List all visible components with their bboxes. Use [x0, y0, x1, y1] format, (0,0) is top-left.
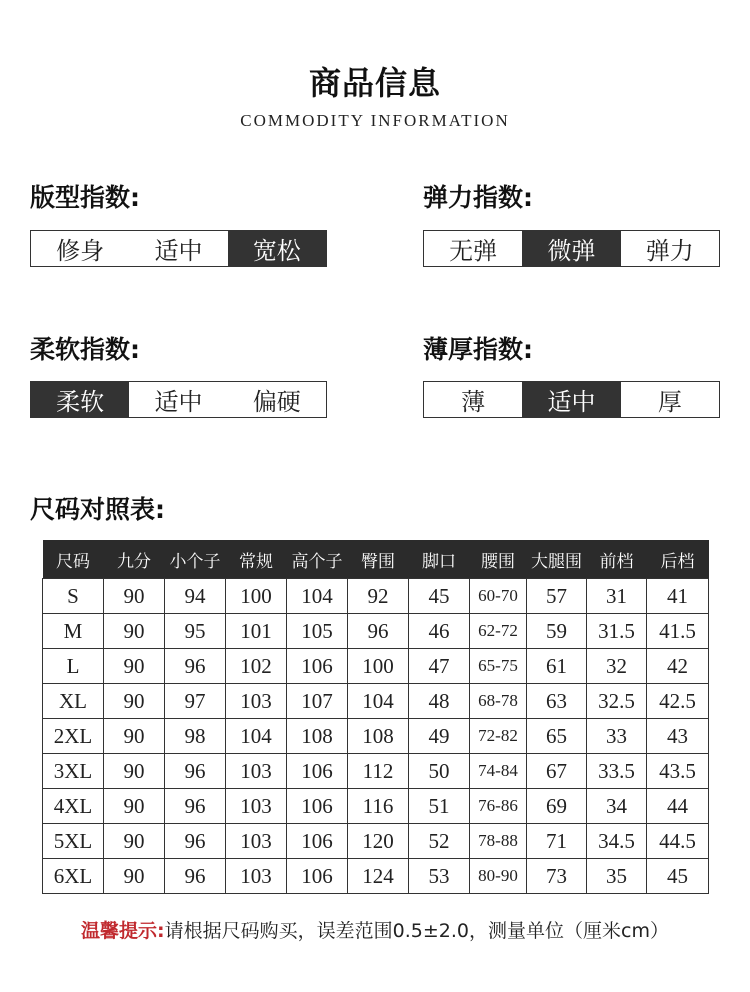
table-cell: 65 [527, 719, 587, 754]
table-cell: 96 [348, 614, 409, 649]
table-cell: 124 [348, 859, 409, 894]
softness-option-stiff: 偏硬 [252, 388, 301, 416]
table-cell: 41 [647, 579, 709, 614]
table-cell: 103 [226, 789, 287, 824]
table-cell: S [43, 579, 104, 614]
softness-index-selector [30, 381, 327, 418]
table-cell: 112 [348, 754, 409, 789]
table-cell: 76-86 [470, 789, 527, 824]
elasticity-index-label: 弹力指数: [423, 183, 533, 212]
table-cell: 104 [348, 684, 409, 719]
table-cell: 73 [527, 859, 587, 894]
table-cell: 68-78 [470, 684, 527, 719]
table-cell: 100 [226, 579, 287, 614]
table-cell: 106 [287, 859, 348, 894]
size-chart-title: 尺码对照表: [30, 495, 165, 524]
thickness-option-medium: 适中 [522, 382, 620, 417]
table-cell: 90 [104, 789, 165, 824]
size-chart-table [42, 540, 709, 894]
table-cell: 80-90 [470, 859, 527, 894]
table-row [43, 824, 709, 859]
table-cell: M [43, 614, 104, 649]
table-cell: 103 [226, 824, 287, 859]
table-cell: 32.5 [587, 684, 647, 719]
elasticity-option-slight: 微弹 [522, 231, 620, 266]
table-cell: 106 [287, 824, 348, 859]
table-cell: 42.5 [647, 684, 709, 719]
elasticity-option-none: 无弹 [449, 237, 498, 265]
thickness-option-thin: 薄 [461, 388, 486, 416]
table-cell: 105 [287, 614, 348, 649]
table-cell: 106 [287, 754, 348, 789]
table-cell: 65-75 [470, 649, 527, 684]
table-cell: 96 [165, 789, 226, 824]
softness-option-soft: 柔软 [31, 382, 129, 417]
table-cell: 48 [409, 684, 470, 719]
table-cell: 90 [104, 579, 165, 614]
size-chart-header-cell: 臀围 [348, 540, 409, 579]
elasticity-option-stretch: 弹力 [645, 237, 694, 265]
table-cell: 94 [165, 579, 226, 614]
softness-option-medium: 适中 [154, 388, 203, 416]
table-cell: 120 [348, 824, 409, 859]
table-cell: 103 [226, 859, 287, 894]
table-cell: 90 [104, 719, 165, 754]
table-row [43, 719, 709, 754]
table-cell: 107 [287, 684, 348, 719]
table-cell: 71 [527, 824, 587, 859]
table-cell: 95 [165, 614, 226, 649]
size-chart-header-cell: 小个子 [165, 540, 226, 579]
fit-index-selector [30, 230, 327, 267]
table-cell: XL [43, 684, 104, 719]
table-cell: 52 [409, 824, 470, 859]
table-cell: 34 [587, 789, 647, 824]
table-cell: 67 [527, 754, 587, 789]
table-cell: 6XL [43, 859, 104, 894]
size-chart-header-cell: 后档 [647, 540, 709, 579]
table-cell: 33.5 [587, 754, 647, 789]
table-cell: 96 [165, 754, 226, 789]
table-cell: 2XL [43, 719, 104, 754]
fit-index-label: 版型指数: [30, 183, 140, 212]
table-row [43, 789, 709, 824]
table-cell: 62-72 [470, 614, 527, 649]
table-cell: 74-84 [470, 754, 527, 789]
thickness-option-thick: 厚 [657, 388, 682, 416]
table-cell: 44 [647, 789, 709, 824]
table-cell: 106 [287, 789, 348, 824]
table-cell: 78-88 [470, 824, 527, 859]
table-cell: 63 [527, 684, 587, 719]
table-cell: 103 [226, 684, 287, 719]
table-row [43, 754, 709, 789]
table-row [43, 579, 709, 614]
table-cell: 53 [409, 859, 470, 894]
table-cell: 57 [527, 579, 587, 614]
table-row [43, 859, 709, 894]
table-cell: 49 [409, 719, 470, 754]
table-cell: 61 [527, 649, 587, 684]
table-cell: 72-82 [470, 719, 527, 754]
size-chart-header-cell: 脚口 [409, 540, 470, 579]
thickness-index-label: 薄厚指数: [423, 335, 533, 364]
fit-option-loose: 宽松 [228, 231, 326, 266]
table-cell: 43.5 [647, 754, 709, 789]
tip-text: 请根据尺码购买，误差范围0.5±2.0，测量单位（厘米cm） [164, 920, 669, 942]
table-cell: 45 [409, 579, 470, 614]
table-cell: 31.5 [587, 614, 647, 649]
table-row [43, 649, 709, 684]
thickness-index-selector [423, 381, 720, 418]
table-cell: 35 [587, 859, 647, 894]
size-chart-header-cell: 尺码 [43, 540, 104, 579]
table-cell: L [43, 649, 104, 684]
table-cell: 108 [287, 719, 348, 754]
size-chart-header-cell: 高个子 [287, 540, 348, 579]
table-cell: 3XL [43, 754, 104, 789]
elasticity-index-selector [423, 230, 720, 267]
tip-lead: 温馨提示: [81, 920, 165, 942]
table-cell: 90 [104, 649, 165, 684]
size-chart-header-cell: 常规 [226, 540, 287, 579]
table-cell: 90 [104, 824, 165, 859]
size-chart-header-cell: 九分 [104, 540, 165, 579]
size-chart-header-cell: 大腿围 [527, 540, 587, 579]
table-row [43, 614, 709, 649]
table-cell: 5XL [43, 824, 104, 859]
table-cell: 97 [165, 684, 226, 719]
page-subtitle: COMMODITY INFORMATION [240, 111, 510, 130]
table-cell: 43 [647, 719, 709, 754]
table-cell: 50 [409, 754, 470, 789]
table-cell: 116 [348, 789, 409, 824]
table-cell: 100 [348, 649, 409, 684]
table-cell: 51 [409, 789, 470, 824]
table-cell: 69 [527, 789, 587, 824]
size-chart-header-cell: 腰围 [470, 540, 527, 579]
table-cell: 4XL [43, 789, 104, 824]
table-cell: 42 [647, 649, 709, 684]
table-cell: 45 [647, 859, 709, 894]
table-cell: 96 [165, 649, 226, 684]
table-cell: 60-70 [470, 579, 527, 614]
table-cell: 96 [165, 859, 226, 894]
table-cell: 41.5 [647, 614, 709, 649]
size-chart-header-row [43, 540, 709, 579]
table-cell: 34.5 [587, 824, 647, 859]
table-cell: 98 [165, 719, 226, 754]
table-cell: 106 [287, 649, 348, 684]
table-cell: 108 [348, 719, 409, 754]
table-cell: 101 [226, 614, 287, 649]
table-cell: 31 [587, 579, 647, 614]
table-cell: 90 [104, 754, 165, 789]
table-cell: 47 [409, 649, 470, 684]
table-cell: 90 [104, 684, 165, 719]
softness-index-label: 柔软指数: [30, 335, 140, 364]
table-cell: 92 [348, 579, 409, 614]
table-cell: 96 [165, 824, 226, 859]
tip-note [0, 916, 750, 943]
table-cell: 103 [226, 754, 287, 789]
table-cell: 32 [587, 649, 647, 684]
fit-option-regular: 适中 [154, 237, 203, 265]
table-cell: 104 [287, 579, 348, 614]
table-cell: 102 [226, 649, 287, 684]
table-cell: 90 [104, 859, 165, 894]
table-cell: 44.5 [647, 824, 709, 859]
table-cell: 90 [104, 614, 165, 649]
table-cell: 46 [409, 614, 470, 649]
table-cell: 104 [226, 719, 287, 754]
table-row [43, 684, 709, 719]
page-title: 商品信息 [308, 64, 441, 102]
fit-option-slim: 修身 [56, 237, 105, 265]
table-cell: 59 [527, 614, 587, 649]
table-cell: 33 [587, 719, 647, 754]
size-chart-header-cell: 前档 [587, 540, 647, 579]
